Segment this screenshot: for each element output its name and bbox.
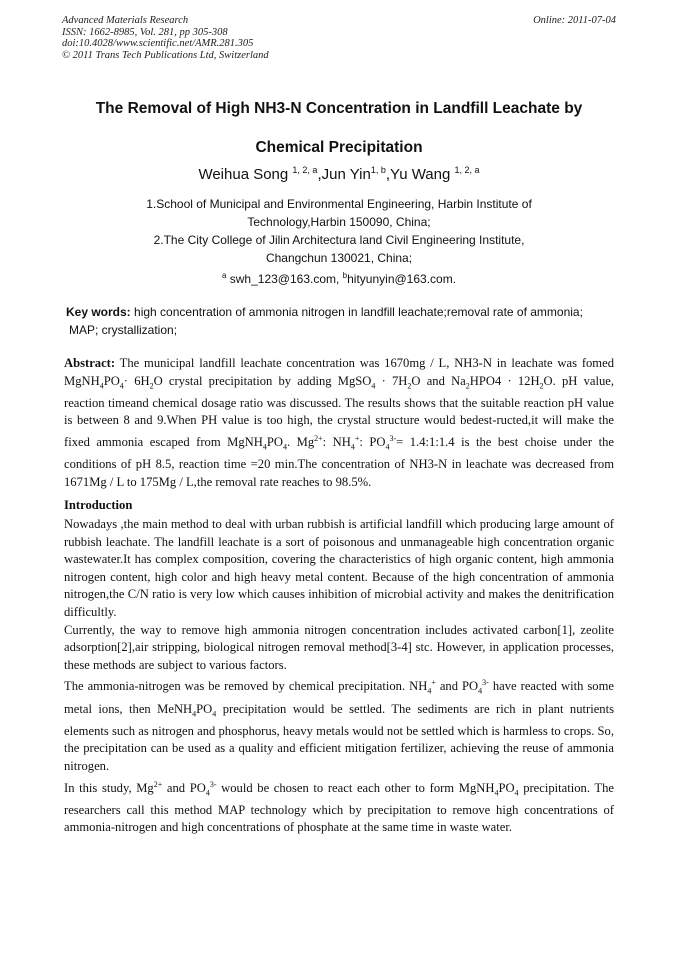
superscript: 2+ <box>153 779 163 789</box>
abstract-text: O. pH value, reaction timeand chemical dosage ratio was discussed. The results shows that the suitable reaction pH value is between 8 and 9.When PH value is too high, the crystal structure would bedest-ructed,it will make the fixed ammonia escaped from MgNH <box>64 373 615 450</box>
paragraph-text: have reacted with some metal ions, then MeNH <box>64 679 614 716</box>
paragraph-text: In this study, Mg <box>64 780 154 795</box>
subscript: 2 <box>407 381 412 391</box>
subscript: 4 <box>478 687 483 697</box>
abstract-text: : NH <box>322 435 351 450</box>
author-name: ,Yu Wang <box>385 166 455 183</box>
abstract-text: . Mg <box>286 435 315 450</box>
author-affiliation-mark: 1, 2, a <box>292 165 318 175</box>
subscript: 4 <box>192 709 197 719</box>
subscript: 4 <box>494 788 499 798</box>
keywords <box>66 303 612 339</box>
superscript: 2+ <box>314 433 323 443</box>
section-heading-introduction: Introduction <box>64 498 133 512</box>
paragraph <box>64 674 614 775</box>
abstract-text: The municipal landfill leachate concentration was 1670mg / L, NH3-N in leachate was fomed MgNH <box>64 356 614 388</box>
abstract-text: · 7H <box>375 373 408 388</box>
superscript: + <box>354 433 360 443</box>
affiliation-1-line-1: 1.School of Municipal and Environmental Engineering, Harbin Institute of <box>146 197 532 211</box>
paper-title <box>62 89 616 167</box>
abstract-text: PO <box>103 373 120 388</box>
journal-doi: doi:10.4028/www.scientific.net/AMR.281.305 <box>62 38 254 49</box>
journal-name: Advanced Materials Research <box>62 15 189 26</box>
subscript: 2 <box>465 381 470 391</box>
paragraph-text: PO <box>196 701 213 716</box>
online-date: Online: 2011-07-04 <box>533 15 616 26</box>
subscript: 4 <box>350 442 355 452</box>
abstract-text: HPO4 · 12H <box>469 373 540 388</box>
keywords-text: high concentration of ammonia nitrogen in landfill leachate;removal rate of ammonia; <box>130 305 583 319</box>
subscript: 4 <box>205 788 210 798</box>
subscript: 4 <box>427 687 432 697</box>
subscript: 4 <box>371 381 376 391</box>
author-name: Weihua Song <box>198 166 293 183</box>
abstract-text: · 6H <box>123 373 150 388</box>
email-b: hityunyin@163.com. <box>347 272 457 286</box>
journal-header <box>62 15 616 61</box>
abstract-label: Abstract: <box>64 356 116 370</box>
subscript: 4 <box>262 442 267 452</box>
paragraph-text: precipitation would be settled. The sediments are rich in plant nutrients elements such as nitrogen and phosphorus, heavy metals would not be settled which is harmless to crops. So, the precipitation can be used as a quality and efficient mitigation fertilizer, achieving the reuse of ammonia nitrogen. <box>64 701 614 773</box>
superscript: 3- <box>389 433 397 443</box>
abstract-text: = 1.4:1:1.4 is the best choise under the conditions of pH 8.5, reaction time =20 min.The concentration of NH3-N in leachate was decreased from 1671Mg / L to 175Mg / L,the removal rate reaches to 98.5%. <box>64 435 614 489</box>
paragraph-text: PO <box>498 780 515 795</box>
affiliations <box>62 195 616 288</box>
abstract <box>64 355 614 491</box>
author-emails <box>62 267 616 288</box>
author-affiliation-mark: 1, 2, a <box>454 165 480 175</box>
paragraph <box>64 776 614 837</box>
affiliation-1-line-2: Technology,Harbin 150090, China; <box>247 215 431 229</box>
author-affiliation-mark: 1, b <box>370 165 386 175</box>
paragraph-text: The ammonia-nitrogen was be removed by chemical precipitation. NH <box>64 679 428 694</box>
affiliation-2-line-2: Changchun 130021, China; <box>265 251 413 265</box>
paragraph-text: precipitation. The researchers call this method MAP technology which by precipitation to remove high concentrations of ammonia-nitrogen and high concentrations of phosphate at the same time in waste water. <box>64 780 614 835</box>
author-list <box>62 165 616 183</box>
subscript: 4 <box>385 442 390 452</box>
subscript: 2 <box>149 381 154 391</box>
paragraph: Currently, the way to remove high ammonia nitrogen concentration includes activated carbon[1], zeolite adsorption[2],air stripping, biological nitrogen removal method[3-4] stc. However, in application processes, these methods are subject to various factors. <box>64 622 614 672</box>
subscript: 4 <box>212 709 217 719</box>
subscript: 4 <box>514 788 519 798</box>
email-mark-b: b <box>342 271 348 280</box>
abstract-text: O crystal precipitation by adding MgSO <box>153 373 372 388</box>
keywords-label: Key words: <box>66 305 131 319</box>
abstract-text: PO <box>266 435 283 450</box>
subscript: 2 <box>539 381 544 391</box>
affiliation-2-line-1: 2.The City College of Jilin Architectura land Civil Engineering Institute, <box>153 233 525 247</box>
paragraph-text: and PO <box>435 679 479 694</box>
author-name: ,Jun Yin <box>317 166 371 183</box>
introduction-body <box>64 516 614 837</box>
paragraph: Nowadays ,the main method to deal with urban rubbish is artificial landfill which producing large amount of rubbish leachate. The landfill leachate is a sort of poisonous and unmanageable high concentration organic wastewater.It has complex composition, covering the characteristics of high organic content, high ammonia nitrogen content, high color and high heavy metal content. Because of the high concentration of ammonia nitrogen,the C/N ratio is very low which causes inhibition of microbial activity and makes the denitrification difficultly. <box>64 517 614 619</box>
superscript: + <box>431 678 436 688</box>
title-line-2: Chemical Precipitation <box>255 139 423 156</box>
superscript: 3- <box>482 678 489 688</box>
email-a: swh_123@163.com, <box>226 272 343 286</box>
journal-issn: ISSN: 1662-8985, Vol. 281, pp 305-308 <box>62 26 228 38</box>
keywords-text-2: MAP; crystallization; <box>69 323 178 337</box>
subscript: 4 <box>282 442 287 452</box>
title-line-1: The Removal of High NH3-N Concentration in Landfill Leachate by <box>95 100 583 117</box>
subscript: 4 <box>119 381 124 391</box>
email-mark-a: a <box>221 271 227 280</box>
superscript: 3- <box>209 779 217 789</box>
journal-copyright: © 2011 Trans Tech Publications Ltd, Switzerland <box>62 49 269 61</box>
abstract-text: O and Na <box>411 373 466 388</box>
subscript: 4 <box>99 381 104 391</box>
paragraph-text: and PO <box>162 780 206 795</box>
paragraph-text: would be chosen to react each other to form MgNH <box>216 780 495 795</box>
abstract-text: : PO <box>359 435 386 450</box>
